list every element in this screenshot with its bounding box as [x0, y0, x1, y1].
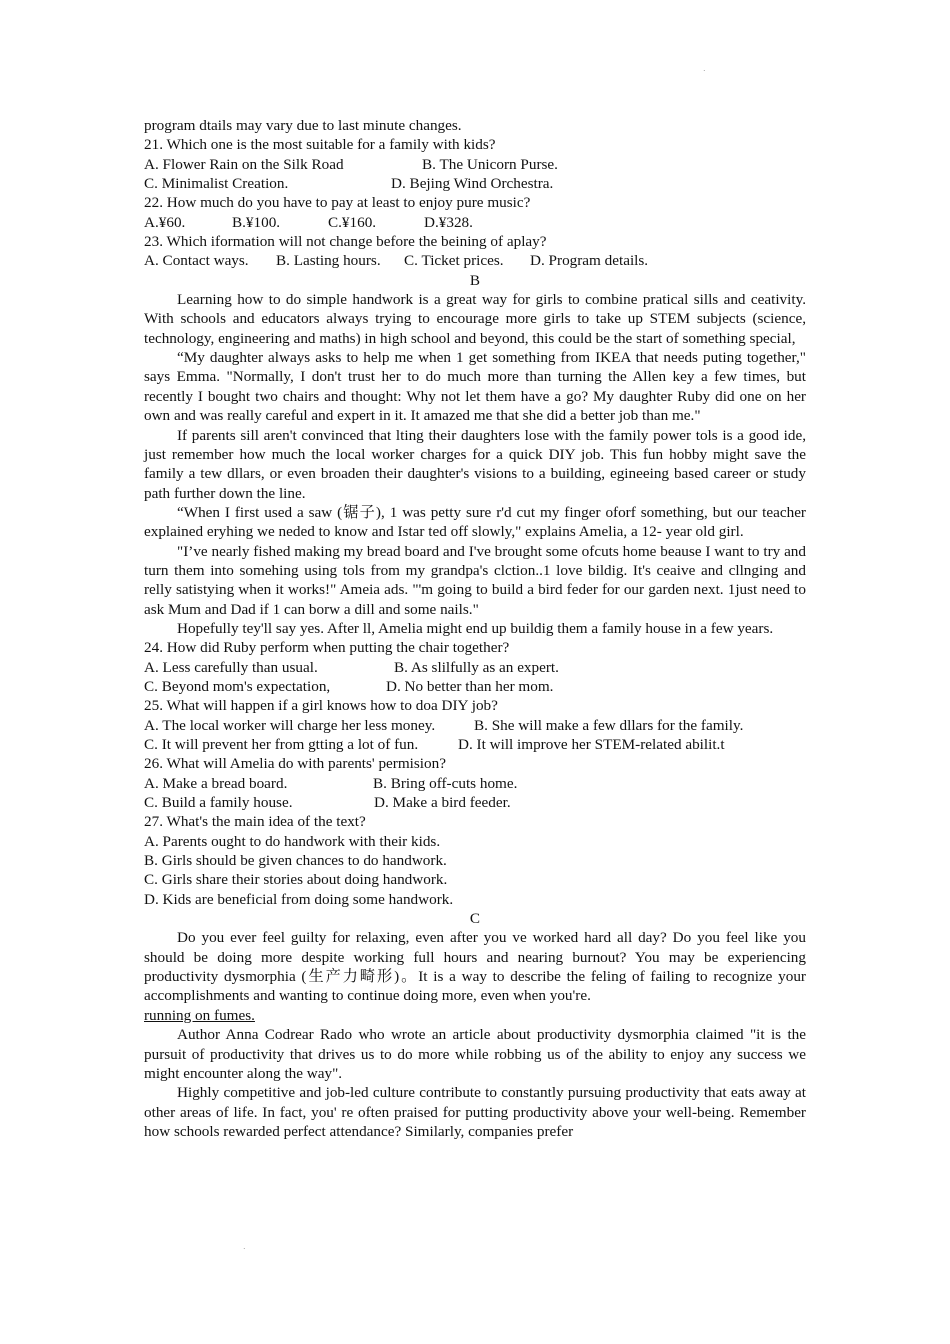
section-b-heading: B: [469, 271, 481, 289]
q26-stem: 26. What will Amelia do with parents' permision?: [144, 755, 446, 773]
q23-stem: 23. Which iformation will not change before the beining of aplay?: [144, 233, 547, 251]
q25-option-a: A. The local worker will charge her less money.: [144, 716, 436, 734]
q24-stem: 24. How did Ruby perform when putting the chair together?: [144, 639, 510, 657]
q21-option-d: D. Bejing Wind Orchestra.: [391, 175, 554, 193]
q21-option-a: A. Flower Rain on the Silk Road: [144, 155, 344, 173]
q22-option-a: A.¥60.: [144, 213, 186, 231]
q21-options-row2: [144, 174, 806, 193]
scan-mark-top: .: [703, 64, 706, 73]
q27-option-a: A. Parents ought to do handwork with their kids.: [144, 832, 441, 850]
section-b-paragraph-6: Hopefully tey'll say yes. After ll, Amelia might end up buildig them a family house in a few years.: [177, 619, 774, 637]
section-b-paragraph-1: Learning how to do simple handwork is a great way for girls to combine pratical sills and ceativity. With schools and educators always trying to encourage more girls to take up STEM subjects (science, technology, engineering and maths) in high school and beyond, this could be the start of something special,: [144, 291, 806, 347]
q26-option-a: A. Make a bread board.: [144, 774, 288, 792]
q27-option-c: C. Girls share their stories about doing handwork.: [144, 871, 448, 889]
q21-stem: 21. Which one is the most suitable for a family with kids?: [144, 136, 496, 154]
section-c-paragraph-2: Author Anna Codrear Rado who wrote an article about productivity dysmorphia claimed "it is the pursuit of productivity that drives us to do more while robbing us of the ability to enjoy any success we might encounter along the way".: [144, 1026, 806, 1082]
q23-options-row: [144, 251, 806, 270]
q23-option-b: B. Lasting hours.: [276, 252, 381, 270]
q25-option-c: C. It will prevent her from gtting a lot of fun.: [144, 736, 419, 753]
q26-option-d: D. Make a bird feeder.: [374, 794, 511, 812]
q23-option-d: D. Program details.: [530, 252, 649, 270]
section-b-paragraph-2: “My daughter always asks to help me when 1 get something from IKEA that needs puting together," says Emma. "Normally, I don't trust her to do much more than turning the Allen key a few times, but recently I bought two chairs and thought: Why not let them have a go? My daughter Ruby did one on her own and was really careful and expert in it. It amazed me that she did a better job than me.": [144, 349, 806, 425]
section-c-underlined-phrase: running on fumes.: [144, 1006, 255, 1024]
intro-line: program dtails may vary due to last minute changes.: [144, 117, 462, 134]
q23-option-a: A. Contact ways.: [144, 252, 249, 270]
section-c-heading: C: [469, 910, 481, 928]
q22-options-row: [144, 213, 806, 232]
section-c-paragraph-3: Highly competitive and job-led culture contribute to constantly pursuing productivity that eats away at other areas of life. In fact, you' re often praised for putting productivity above your well-being. Remember how schools rewarded perfect attendance? Similarly, companies prefer: [144, 1084, 806, 1140]
q24-option-d: D. No better than her mom.: [386, 677, 554, 695]
q22-option-b: B.¥100.: [232, 213, 281, 231]
q24-options-row2: [144, 677, 806, 696]
q26-option-b: B. Bring off-cuts home.: [373, 774, 518, 792]
q21-options-row1: [144, 155, 806, 174]
q24-option-b: B. As slilfully as an expert.: [394, 658, 559, 676]
section-b-paragraph-3: If parents sill aren't convinced that lting their daughters lose with the family power tols is a good ide, just remember how much the local worker charges for a quick DIY job. This fun hobby might save the family a tew dllars, or even broaden their daughter's visions to a building, egineeing based career or study path further down the line.: [144, 426, 806, 502]
q26-options-row1: [144, 774, 806, 793]
q25-option-b: B. She will make a few dllars for the family.: [474, 716, 744, 734]
q22-option-d: D.¥328.: [424, 213, 473, 231]
q23-option-c: C. Ticket prices.: [404, 252, 504, 270]
q24-option-c: C. Beyond mom's expectation,: [144, 677, 331, 695]
q25-stem: 25. What will happen if a girl knows how to doa DIY job?: [144, 697, 498, 715]
q25-options-row2: [144, 735, 806, 754]
q27-option-b: B. Girls should be given chances to do handwork.: [144, 852, 447, 870]
q25-options-row1: [144, 716, 806, 735]
scan-mark-bottom: .: [243, 1242, 246, 1251]
section-b-paragraph-4: “When I first used a saw (锯子), 1 was petty sure r'd cut my finger oforf something, but our teacher explained eryhing we neded to know and Istar ted off slowly," explains Amelia, a 12- year old girl.: [144, 503, 806, 541]
section-b-paragraph-5: "I’ve nearly fished making my bread board and I've brought some ofcuts home beause I want to try and turn them into somehing using tols from my grandpa's clction..1 love bildig. It's ceaive and cllnging and relly satistying when it works!" Ameia ads. "'m going to build a bird feder for our garden next. 1just need to ask Mum and Dad if 1 can borw a dill and some nails.": [144, 542, 806, 618]
q21-option-c: C. Minimalist Creation.: [144, 175, 289, 193]
q27-option-d: D. Kids are beneficial from doing some handwork.: [144, 890, 454, 908]
q24-options-row1: [144, 658, 806, 677]
q21-option-b: B. The Unicorn Purse.: [422, 155, 558, 173]
q26-options-row2: [144, 793, 806, 812]
q22-stem: 22. How much do you have to pay at least to enjoy pure music?: [144, 194, 531, 212]
q24-option-a: A. Less carefully than usual.: [144, 658, 318, 676]
section-c-paragraph-1: Do you ever feel guilty for relaxing, even after you ve worked hard all day? Do you feel like you should be doing more despite working full hours and nearing burnout? You may be experiencing productivity dysmorphia (生产力畸形)。It is a way to describe the feling of failing to recognize your accomplishments and wanting to continue doing more, even when you're.: [144, 929, 806, 1005]
q27-stem: 27. What's the main idea of the text?: [144, 813, 366, 831]
exam-page: [144, 116, 806, 1141]
q26-option-c: C. Build a family house.: [144, 794, 293, 812]
q22-option-c: C.¥160.: [328, 213, 377, 231]
q25-option-d: D. It will improve her STEM-related abilit.t: [458, 736, 725, 753]
